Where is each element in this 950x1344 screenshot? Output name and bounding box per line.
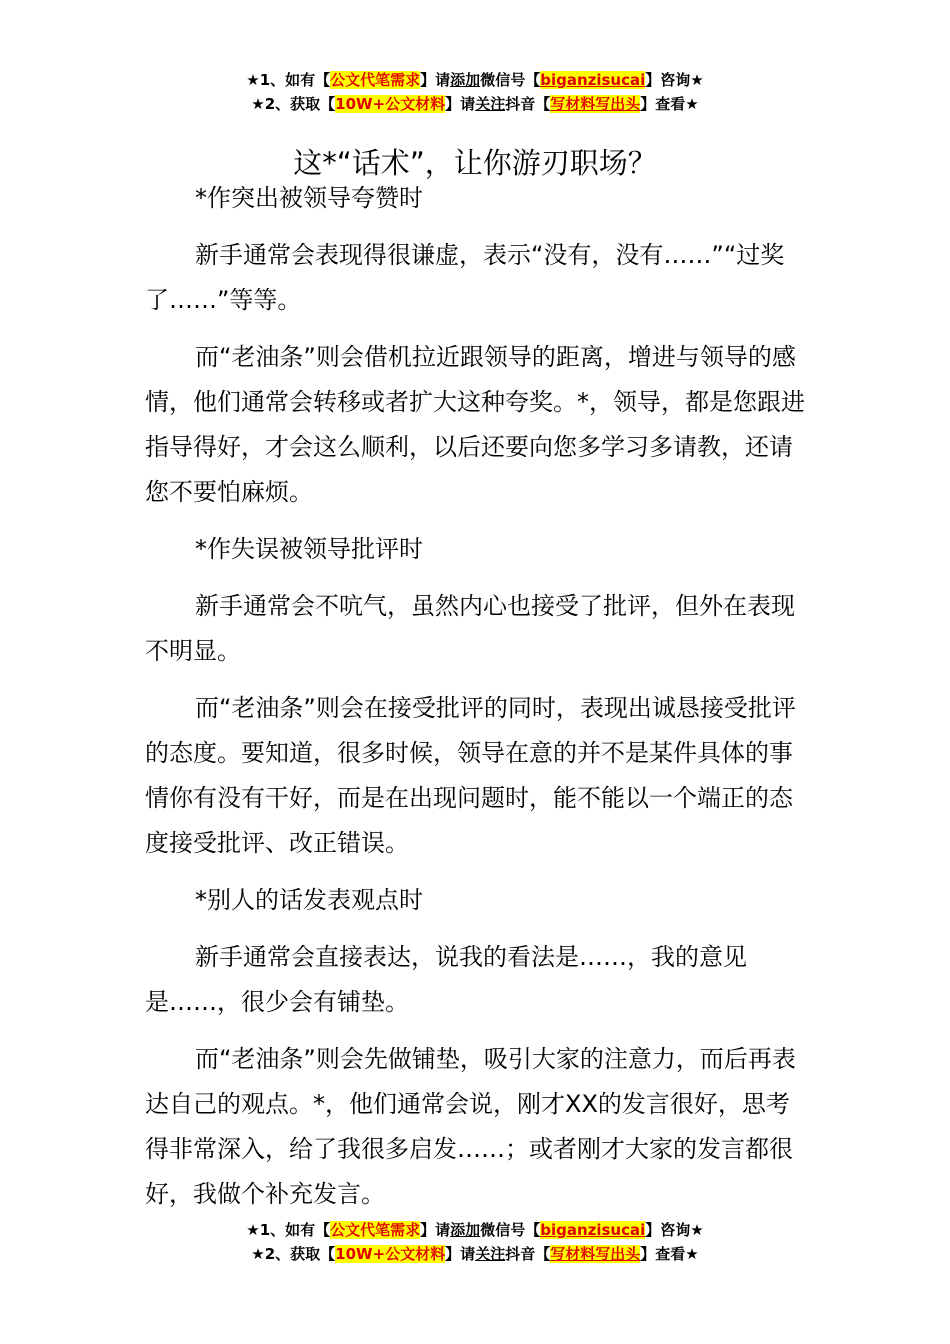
paragraph: 而“老油条”则会在接受批评的同时，表现出诚恳接受批评的态度。要知道，很多时候，领导在意的并不是某件具体的事情你有没有干好，而是在出现问题时，能不能以一个端正的态度接受批评、改正错误。	[145, 694, 796, 857]
section-heading: *作突出被领导夸赞时	[195, 184, 423, 212]
banner-text: 抖音【	[505, 95, 551, 113]
banner-text: 2、获取【	[264, 95, 336, 113]
banner-underline: 关注	[475, 1245, 506, 1263]
star-icon: ★	[685, 1245, 699, 1263]
page-title: 这*“话术”，让你游刃职场？	[293, 146, 657, 181]
star-icon: ★	[246, 71, 260, 89]
highlight-wechat-id: biganzisucai	[540, 71, 646, 89]
banner-underline: 关注	[475, 95, 506, 113]
banner-underline: 添加	[450, 1221, 481, 1239]
highlight-materials: 10W+公文材料	[335, 95, 446, 113]
highlight-materials: 10W+公文材料	[335, 1245, 446, 1263]
highlight-service: 公文代笔需求	[330, 1221, 421, 1239]
banner-text: 微信号【	[480, 71, 541, 89]
banner-text: 1、如有【	[259, 71, 331, 89]
banner-text: 2、获取【	[264, 1245, 336, 1263]
banner-text: 】咨询	[645, 71, 691, 89]
paragraph: 新手通常会直接表达，说我的看法是……，我的意见是……，很少会有铺垫。	[145, 943, 747, 1016]
paragraph: 而“老油条”则会先做铺垫，吸引大家的注意力，而后再表达自己的观点。*，他们通常会说，刚才XX的发言很好，思考得非常深入，给了我很多启发……；或者刚才大家的发言都很好，我做个补充发言。	[145, 1045, 796, 1208]
banner-line-1	[0, 68, 950, 92]
section-heading: *别人的话发表观点时	[195, 886, 423, 914]
highlight-service: 公文代笔需求	[330, 71, 421, 89]
section-heading: *作失误被领导批评时	[195, 535, 423, 563]
banner-text: 】请	[420, 1221, 451, 1239]
highlight-douyin: 写材料写出头	[550, 95, 641, 113]
banner-line-2	[0, 1242, 950, 1266]
paragraph: 新手通常会表现得很谦虚，表示“没有，没有……”“过奖了……”等等。	[145, 241, 785, 314]
banner-line-2	[0, 92, 950, 116]
banner-text: 】请	[420, 71, 451, 89]
bottom-banner	[0, 1218, 950, 1266]
paragraph: 新手通常会不吭气，虽然内心也接受了批评，但外在表现不明显。	[145, 592, 795, 665]
paragraph: 而“老油条”则会借机拉近跟领导的距离，增进与领导的感情，他们通常会转移或者扩大这种夸奖。*，领导，都是您跟进指导得好，才会这么顺利，以后还要向您多学习多请教，还请您不要怕麻烦。	[145, 343, 805, 506]
banner-text: 】请	[445, 95, 476, 113]
banner-text: 】查看	[640, 1245, 686, 1263]
highlight-douyin: 写材料写出头	[550, 1245, 641, 1263]
banner-text: 】查看	[640, 95, 686, 113]
star-icon: ★	[246, 1221, 260, 1239]
top-banner	[0, 68, 950, 116]
banner-text: 】请	[445, 1245, 476, 1263]
banner-text: 抖音【	[505, 1245, 551, 1263]
star-icon: ★	[690, 1221, 704, 1239]
banner-text: 1、如有【	[259, 1221, 331, 1239]
star-icon: ★	[690, 71, 704, 89]
star-icon: ★	[685, 95, 699, 113]
star-icon: ★	[251, 95, 265, 113]
banner-line-1	[0, 1218, 950, 1242]
banner-underline: 添加	[450, 71, 481, 89]
highlight-wechat-id: biganzisucai	[540, 1221, 646, 1239]
star-icon: ★	[251, 1245, 265, 1263]
document-body	[145, 176, 807, 1229]
banner-text: 微信号【	[480, 1221, 541, 1239]
banner-text: 】咨询	[645, 1221, 691, 1239]
